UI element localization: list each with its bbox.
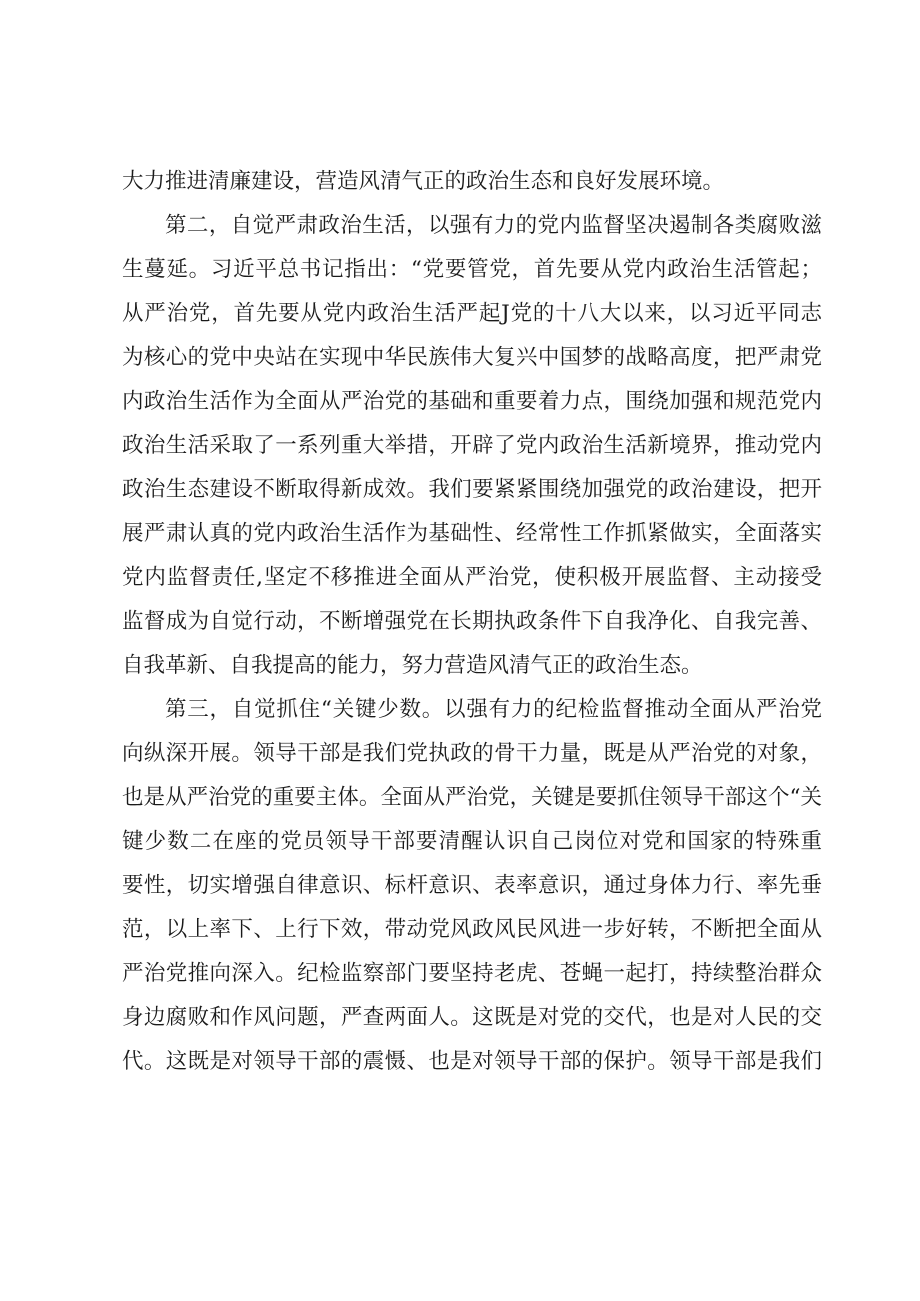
text-line: 监督成为自觉行动，不断增强党在长期执政条件下自我净化、自我完善、 bbox=[122, 609, 822, 634]
text-line: 要性，切实增强自律意识、标杆意识、表率意识，通过身体力行、率先垂 bbox=[122, 873, 822, 898]
text-line: 自我革新、自我提高的能力，努力营造风清气正的政治生态。 bbox=[122, 653, 703, 678]
text-line: 身边腐败和作风问题，严查两面人。这既是对党的交代，也是对人民的交 bbox=[122, 1005, 822, 1030]
text-line: 政治生态建设不断取得新成效。我们要紧紧围绕加强党的政治建设，把开 bbox=[122, 477, 822, 502]
text-line: 键少数二在座的党员领导干部要清醒认识自己岗位对党和国家的特殊重 bbox=[122, 829, 822, 854]
text-line: 展严肃认真的党内政治生活作为基础性、经常性工作抓紧做实，全面落实 bbox=[122, 521, 822, 546]
paragraph-start-line: 第三，自觉抓住“关键少数。以强有力的纪检监督推动全面从严治党 bbox=[165, 697, 822, 722]
text-line: 内政治生活作为全面从严治党的基础和重要着力点，围绕加强和规范党内 bbox=[122, 389, 822, 414]
text-line: 严治党推向深入。纪检监察部门要坚持老虎、苍蝇一起打，持续整治群众 bbox=[122, 961, 822, 986]
text-line: 从严治党，首先要从党内政治生活严起J党的十八大以来，以习近平同志 bbox=[122, 301, 822, 326]
text-line: 代。这既是对领导干部的震慑、也是对领导干部的保护。领导干部是我们 bbox=[122, 1049, 822, 1074]
text-line: 生蔓延。习近平总书记指出：“党要管党，首先要从党内政治生活管起； bbox=[122, 257, 822, 282]
text-line: 大力推进清廉建设，营造风清气正的政治生态和良好发展环境。 bbox=[122, 169, 725, 194]
text-line: 政治生活采取了一系列重大举措，开辟了党内政治生活新境界，推动党内 bbox=[122, 433, 822, 458]
paragraph-start-line: 第二，自觉严肃政治生活，以强有力的党内监督坚决遏制各类腐败滋 bbox=[165, 213, 822, 238]
body-text bbox=[122, 160, 822, 1084]
text-line: 范，以上率下、上行下效，带动党风政风民风进一步好转，不断把全面从 bbox=[122, 917, 822, 942]
text-line: 也是从严治党的重要主体。全面从严治党，关键是要抓住领导干部这个“关 bbox=[122, 785, 822, 810]
text-line: 党内监督责任,坚定不移推进全面从严治党，使积极开展监督、主动接受 bbox=[122, 565, 822, 590]
text-line: 向纵深开展。领导干部是我们党执政的骨干力量，既是从严治党的对象， bbox=[122, 741, 822, 766]
text-line: 为核心的党中央站在实现中华民族伟大复兴中国梦的战略高度，把严肃党 bbox=[122, 345, 822, 370]
